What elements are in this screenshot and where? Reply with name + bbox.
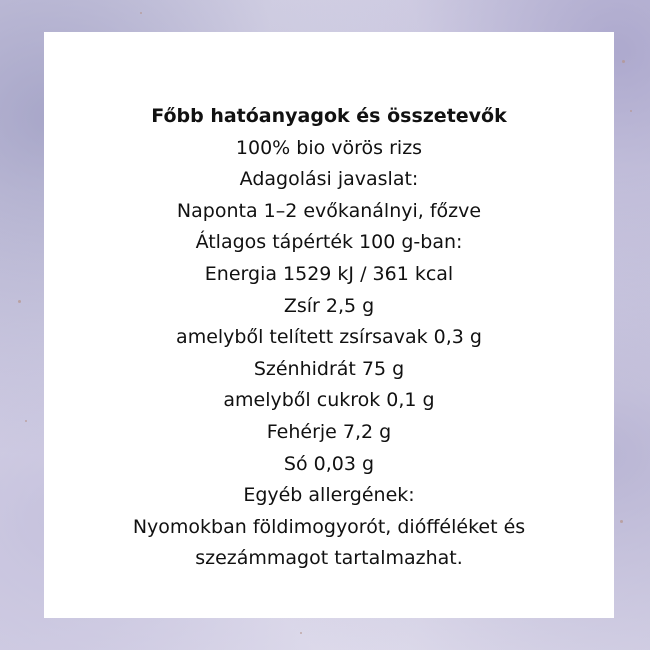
text-line: amelyből cukrok 0,1 g bbox=[223, 389, 435, 412]
speck-decoration bbox=[25, 420, 27, 422]
text-line: Zsír 2,5 g bbox=[283, 294, 375, 317]
text-line: amelyből telített zsírsavak 0,3 g bbox=[176, 326, 482, 349]
text-line: Só 0,03 g bbox=[283, 452, 375, 475]
text-line: Energia 1529 kJ / 361 kcal bbox=[204, 262, 454, 285]
text-line: 100% bio vörös rizs bbox=[235, 136, 423, 159]
card-content bbox=[44, 101, 614, 575]
speck-decoration bbox=[620, 520, 623, 523]
speck-decoration bbox=[622, 60, 625, 63]
text-line: Naponta 1–2 evőkanálnyi, főzve bbox=[176, 199, 482, 222]
info-card bbox=[44, 32, 614, 618]
text-line: Egyéb allergének: bbox=[243, 484, 415, 507]
text-line: Fehérje 7,2 g bbox=[266, 420, 392, 443]
text-line: Szénhidrát 75 g bbox=[253, 357, 405, 380]
text-line: szezámmagot tartalmazhat. bbox=[195, 547, 463, 570]
card-title: Főbb hatóanyagok és összetevők bbox=[151, 105, 507, 127]
text-line: Nyomokban földimogyorót, diófféléket és bbox=[132, 515, 526, 538]
text-line: Adagolási javaslat: bbox=[239, 168, 419, 191]
speck-decoration bbox=[630, 110, 632, 112]
text-line: Átlagos tápérték 100 g-ban: bbox=[195, 231, 463, 254]
speck-decoration bbox=[18, 300, 21, 303]
speck-decoration bbox=[300, 632, 302, 634]
speck-decoration bbox=[140, 12, 142, 14]
